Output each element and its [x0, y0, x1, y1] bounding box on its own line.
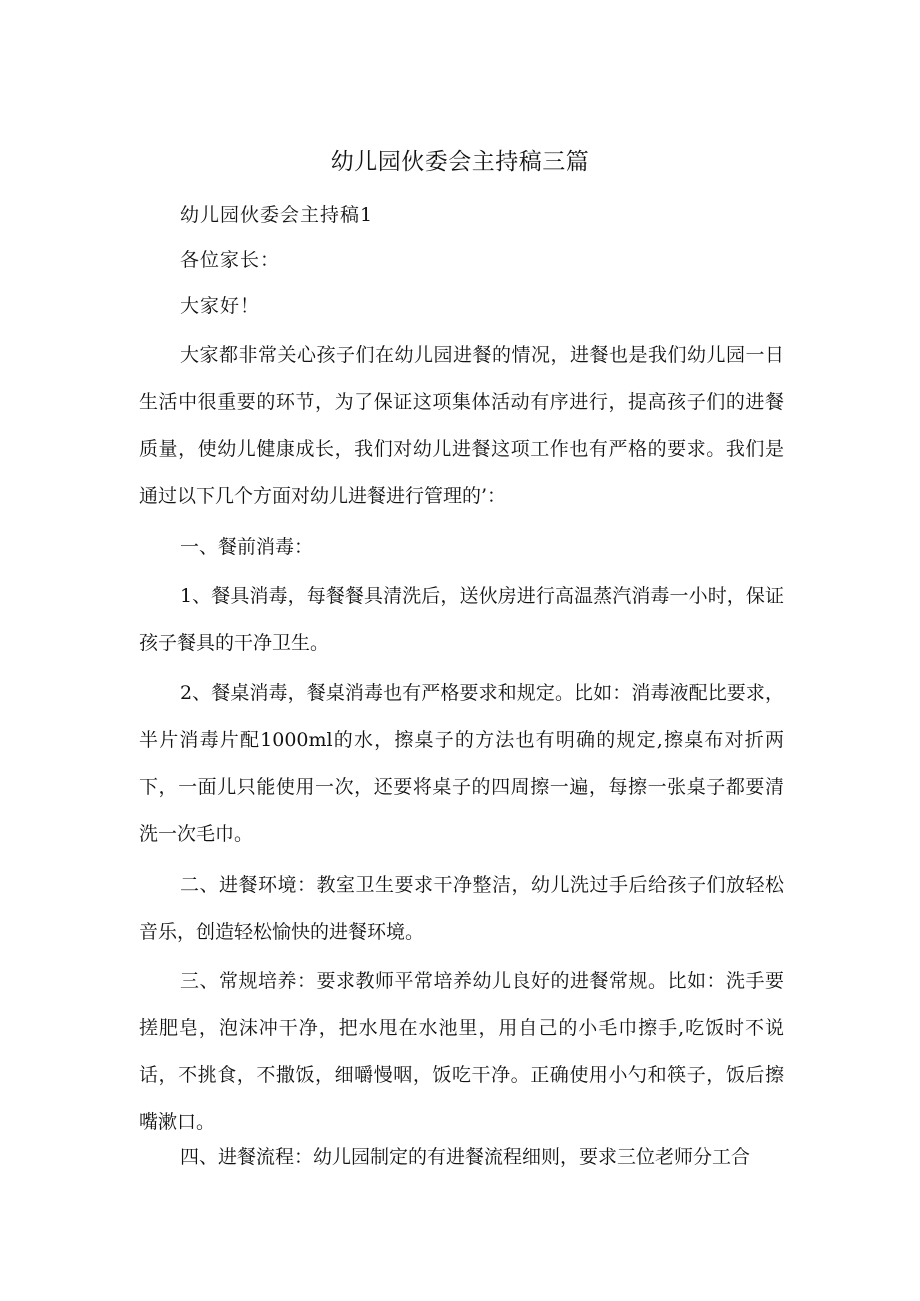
paragraph-dining-process: 四、进餐流程：幼儿园制定的有进餐流程细则，要求三位老师分工合 — [180, 1146, 751, 1168]
document-title: 幼儿园伙委会主持稿三篇 — [330, 149, 590, 175]
paragraph-routine-training: 三、常规培养：要求教师平常培养幼儿良好的进餐常规。比如：洗手要搓肥皂，泡沫冲干净，把水甩在水池里，用自己的小毛巾擦手,吃饭时不说话，不挑食，不撒饭，细嚼慢咽，饭吃干净。正确使用小勺和筷子，饭后擦嘴漱口。 — [139, 970, 784, 1133]
paragraph-dining-environment: 二、进餐环境：教室卫生要求干净整洁，幼儿洗过手后给孩子们放轻松音乐，创造轻松愉快的进餐环境。 — [139, 874, 784, 943]
section-subtitle: 幼儿园伙委会主持稿1 — [180, 204, 374, 226]
paragraph-table-disinfection: 2、餐桌消毒，餐桌消毒也有严格要求和规定。比如：消毒液配比要求，半片消毒片配1000ml的水，擦桌子的方法也有明确的规定,擦桌布对折两下，一面儿只能使用一次，还要将桌子的四周擦一遍，每擦一张桌子都要清洗一次毛巾。 — [139, 682, 784, 845]
paragraph-intro: 大家都非常关心孩子们在幼儿园进餐的情况，进餐也是我们幼儿园一日生活中很重要的环节，为了保证这项集体活动有序进行，提高孩子们的进餐质量，使幼儿健康成长，我们对幼儿进餐这项工作也有严格的要求。我们是通过以下几个方面对幼儿进餐进行管理的’： — [139, 344, 784, 507]
section-heading-disinfection: 一、餐前消毒： — [180, 536, 314, 558]
salutation: 各位家长： — [180, 249, 281, 271]
paragraph-tableware-disinfection: 1、餐具消毒，每餐餐具清洗后，送伙房进行高温蒸汽消毒一小时，保证孩子餐具的干净卫生。 — [139, 585, 784, 654]
greeting: 大家好！ — [180, 295, 261, 317]
